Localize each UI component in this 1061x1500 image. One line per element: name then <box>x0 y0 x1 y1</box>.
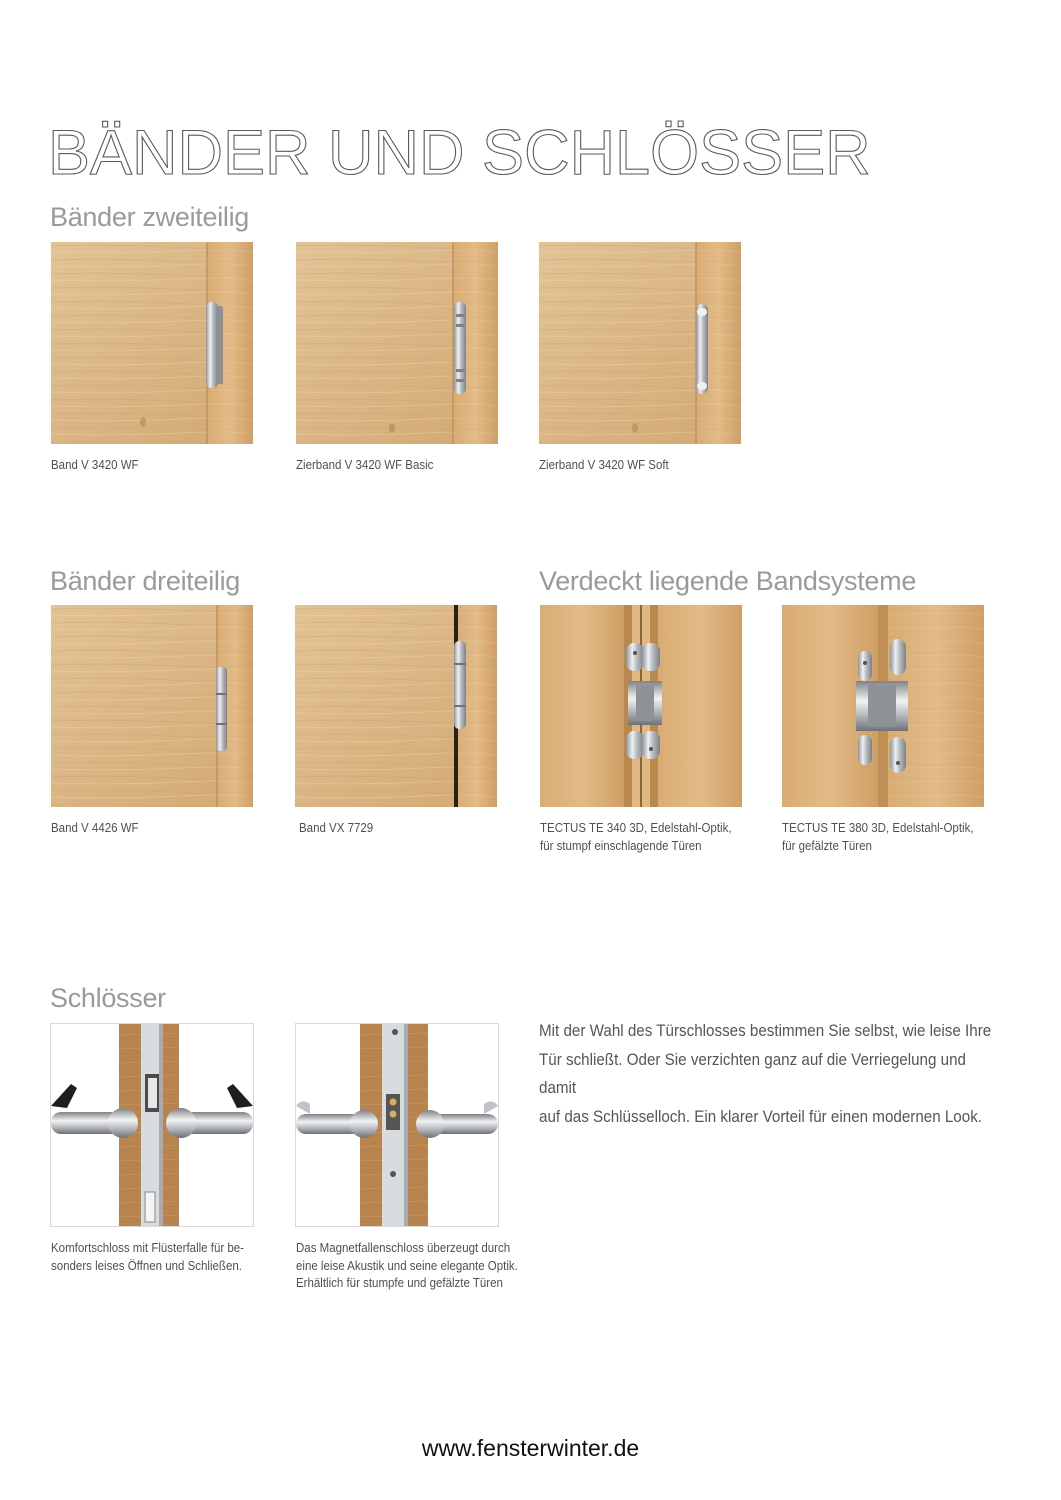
caption-komfortschloss-line1: Komfortschloss mit Flüsterfalle für be- <box>51 1241 245 1255</box>
caption-tectus-te340-line1: TECTUS TE 340 3D, Edelstahl-Optik, <box>540 821 732 835</box>
caption-komfortschloss-line2: sonders leises Öffnen und Schließen. <box>51 1258 242 1273</box>
schloesser-description-line3: auf das Schlüsselloch. Ein klarer Vorteil für einen modernen Look. <box>539 1107 983 1126</box>
schloesser-description-line2: Tür schließt. Oder Sie verzichten ganz auf die Verriegelung und damit <box>539 1050 966 1097</box>
schloesser-description <box>539 1017 994 1131</box>
caption-magnetfallenschloss-line3: Erhältlich für stumpfe und gefälzte Türen <box>296 1276 503 1290</box>
concealed-hinge-photo-tectus-te380 <box>782 605 984 807</box>
schloesser-description-line1: Mit der Wahl des Türschlosses bestimmen Sie selbst, wie leise Ihre <box>539 1022 992 1040</box>
caption-zierband-soft: Zierband V 3420 WF Soft <box>539 458 669 472</box>
caption-magnetfallenschloss-line1: Das Magnetfallenschloss überzeugt durch <box>296 1241 511 1255</box>
section-title-schloesser: Schlösser <box>50 983 166 1013</box>
hinge-photo-band-v4426 <box>51 605 253 807</box>
page-title: BÄNDER UND SCHLÖSSER <box>48 118 871 188</box>
section-title-baender-zweiteilig: Bänder zweiteilig <box>50 202 250 232</box>
hinge-photo-zierband-basic <box>296 242 498 444</box>
caption-magnetfallenschloss-line2: eine leise Akustik und seine elegante Optik. <box>296 1258 518 1273</box>
caption-band-v3420: Band V 3420 WF <box>51 458 139 472</box>
caption-tectus-te340-line2: für stumpf einschlagende Türen <box>540 838 702 853</box>
caption-komfortschloss <box>51 1240 272 1275</box>
section-title-verdeckt-liegende-bandsysteme: Verdeckt liegende Bandsysteme <box>539 566 917 596</box>
concealed-hinge-photo-tectus-te340 <box>540 605 742 807</box>
lock-photo-magnetfallenschloss <box>296 1024 498 1226</box>
caption-zierband-basic: Zierband V 3420 WF Basic <box>296 458 434 472</box>
caption-tectus-te380 <box>782 820 1003 855</box>
lock-photo-komfortschloss <box>51 1024 253 1226</box>
caption-band-vx7729: Band VX 7729 <box>299 821 374 835</box>
section-title-baender-dreiteilig: Bänder dreiteilig <box>50 566 241 596</box>
caption-magnetfallenschloss <box>296 1240 526 1293</box>
caption-tectus-te340 <box>540 820 761 855</box>
caption-tectus-te380-line1: TECTUS TE 380 3D, Edelstahl-Optik, <box>782 821 974 835</box>
hinge-photo-zierband-soft <box>539 242 741 444</box>
hinge-photo-band-v3420 <box>51 242 253 444</box>
hinge-photo-band-vx7729 <box>295 605 497 807</box>
caption-tectus-te380-line2: für gefälzte Türen <box>782 838 872 853</box>
footer-website-url: www.fensterwinter.de <box>421 1435 640 1461</box>
caption-band-v4426: Band V 4426 WF <box>51 821 139 835</box>
